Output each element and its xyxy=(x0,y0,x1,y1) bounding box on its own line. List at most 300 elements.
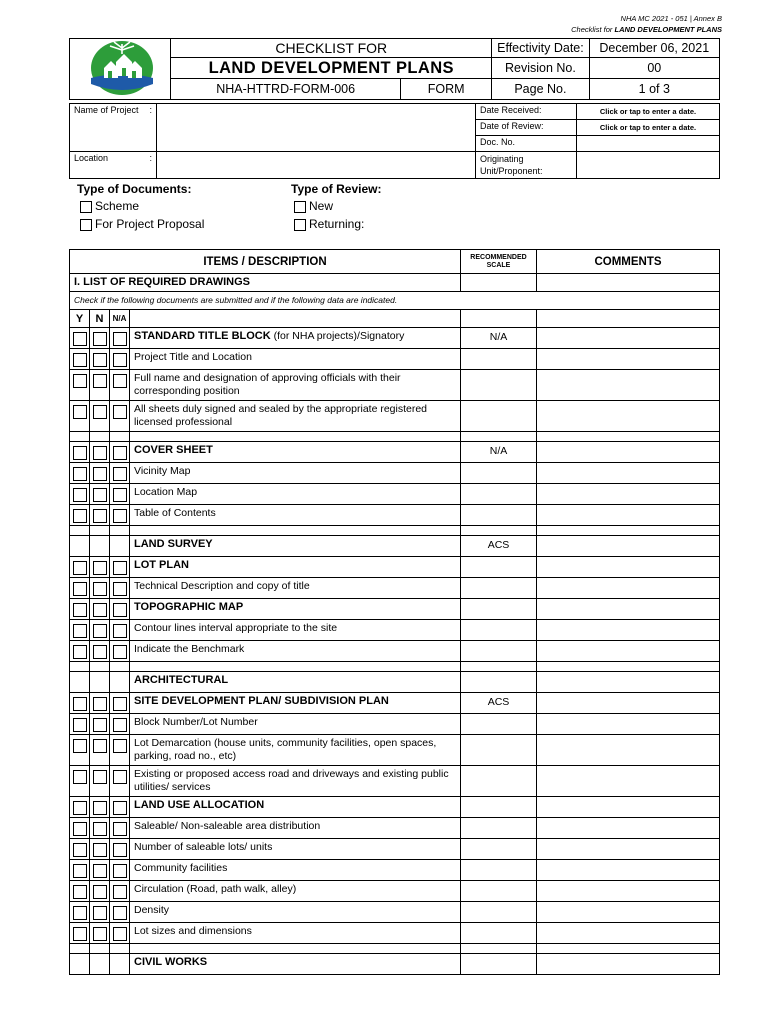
check-y-cell xyxy=(70,714,90,735)
review-option-returning[interactable]: Returning: xyxy=(294,217,364,231)
check-n-cell xyxy=(90,735,110,766)
comments-field[interactable] xyxy=(537,599,720,620)
checkbox-y[interactable] xyxy=(73,906,87,920)
item-text: Block Number/Lot Number xyxy=(134,716,258,728)
page-label: Page No. xyxy=(492,79,589,100)
checkbox-n[interactable] xyxy=(93,864,107,878)
checkbox-y[interactable] xyxy=(73,927,87,941)
form-label: FORM xyxy=(401,79,492,100)
checkbox-n[interactable] xyxy=(93,885,107,899)
check-y-cell xyxy=(70,370,90,401)
empty-cell xyxy=(461,432,537,442)
checkbox-n[interactable] xyxy=(93,906,107,920)
checklist-row xyxy=(70,620,720,641)
empty-cell xyxy=(461,662,537,672)
comments-field[interactable] xyxy=(537,442,720,463)
item-description xyxy=(130,954,461,975)
check-na-cell xyxy=(110,505,130,526)
comments-field[interactable] xyxy=(537,370,720,401)
check-na-cell xyxy=(110,557,130,578)
checklist-row xyxy=(70,578,720,599)
check-y-cell xyxy=(70,923,90,944)
checkbox-y[interactable] xyxy=(73,697,87,711)
checklist-row xyxy=(70,923,720,944)
checkbox-na[interactable] xyxy=(113,843,127,857)
checklist-row xyxy=(70,818,720,839)
checklist-row xyxy=(70,401,720,432)
check-y-cell xyxy=(70,557,90,578)
review-option-new[interactable]: New xyxy=(294,199,333,213)
name-of-project-label: Name of Project : xyxy=(70,104,157,152)
check-na-cell xyxy=(110,954,130,975)
recommended-scale xyxy=(461,557,537,578)
check-y-cell xyxy=(70,641,90,662)
check-y-cell xyxy=(70,672,90,693)
checkbox-y[interactable] xyxy=(73,801,87,815)
checklist-row xyxy=(70,797,720,818)
checkbox-n[interactable] xyxy=(93,801,107,815)
checklist-row xyxy=(70,641,720,662)
doc-no-label: Doc. No. xyxy=(476,136,577,152)
item-text: (for NHA projects)/Signatory xyxy=(270,330,405,342)
item-description xyxy=(130,839,461,860)
annex-line-1: NHA MC 2021 - 051 | Annex B xyxy=(620,14,722,23)
checkbox-y[interactable] xyxy=(73,739,87,753)
checkbox-na[interactable] xyxy=(113,927,127,941)
empty-cell xyxy=(537,526,720,536)
spacer-row xyxy=(70,526,720,536)
comments-field[interactable] xyxy=(537,641,720,662)
check-y-cell xyxy=(70,954,90,975)
checkbox-n[interactable] xyxy=(93,332,107,346)
col-comments-header: COMMENTS xyxy=(537,250,720,274)
comments-field[interactable] xyxy=(537,839,720,860)
item-text: Contour lines interval appropriate to the site xyxy=(134,622,338,634)
date-of-review-label: Date of Review: xyxy=(476,120,577,136)
checklist-row xyxy=(70,442,720,463)
check-n-cell xyxy=(90,536,110,557)
checkbox-n[interactable] xyxy=(93,374,107,388)
comments-field[interactable] xyxy=(537,923,720,944)
checkbox-n[interactable] xyxy=(93,405,107,419)
item-text: Density xyxy=(134,904,170,916)
checkbox-n[interactable] xyxy=(93,624,107,638)
title-line-1: CHECKLIST FOR xyxy=(171,39,492,58)
check-n-cell xyxy=(90,923,110,944)
checkbox-y[interactable] xyxy=(73,561,87,575)
check-na-cell xyxy=(110,349,130,370)
checkbox-na[interactable] xyxy=(113,405,127,419)
item-description xyxy=(130,557,461,578)
col-n-header: N xyxy=(90,310,110,328)
checklist-row xyxy=(70,954,720,975)
check-y-cell xyxy=(70,902,90,923)
comments-field[interactable] xyxy=(537,735,720,766)
checkbox-na[interactable] xyxy=(113,467,127,481)
col-na-header: N/A xyxy=(110,310,130,328)
check-na-cell xyxy=(110,442,130,463)
checkbox-n[interactable] xyxy=(93,739,107,753)
check-na-cell xyxy=(110,370,130,401)
checklist-table xyxy=(69,249,720,975)
comments-field[interactable] xyxy=(537,693,720,714)
item-description xyxy=(130,442,461,463)
comments-field[interactable] xyxy=(537,328,720,349)
empty-cell xyxy=(130,310,461,328)
checkbox-na[interactable] xyxy=(113,697,127,711)
recommended-scale xyxy=(461,714,537,735)
comments-field[interactable] xyxy=(537,818,720,839)
checkbox-na[interactable] xyxy=(113,801,127,815)
checkbox-y[interactable] xyxy=(73,405,87,419)
checklist-row xyxy=(70,463,720,484)
item-text: Project Title and Location xyxy=(134,351,252,363)
checkbox-n[interactable] xyxy=(93,488,107,502)
check-na-cell xyxy=(110,839,130,860)
checkbox-na[interactable] xyxy=(113,446,127,460)
checkbox-y[interactable] xyxy=(73,509,87,523)
item-description xyxy=(130,370,461,401)
checkbox[interactable] xyxy=(294,219,306,231)
item-text: All sheets duly signed and sealed by the appropriate registered licensed professional xyxy=(134,403,428,428)
effectivity-label: Effectivity Date: xyxy=(492,39,589,58)
recommended-scale: ACS xyxy=(461,536,537,557)
checklist-row xyxy=(70,557,720,578)
check-y-cell xyxy=(70,536,90,557)
check-y-cell xyxy=(70,349,90,370)
item-description xyxy=(130,484,461,505)
spacer-row xyxy=(70,662,720,672)
item-text: Technical Description and copy of title xyxy=(134,580,310,592)
checkbox-na[interactable] xyxy=(113,718,127,732)
originating-label: Originating Unit/Proponent: xyxy=(476,152,577,179)
instruction-note: Check if the following documents are submitted and if the following data are indicated. xyxy=(70,292,720,310)
checkbox-y[interactable] xyxy=(73,353,87,367)
check-n-cell xyxy=(90,620,110,641)
comments-field[interactable] xyxy=(537,578,720,599)
comments-field[interactable] xyxy=(537,401,720,432)
checkbox-y[interactable] xyxy=(73,603,87,617)
check-y-cell xyxy=(70,599,90,620)
checklist-row xyxy=(70,505,720,526)
check-na-cell xyxy=(110,902,130,923)
checkbox-na[interactable] xyxy=(113,624,127,638)
empty-cell xyxy=(537,274,720,292)
checkbox-na[interactable] xyxy=(113,582,127,596)
checkbox-n[interactable] xyxy=(93,770,107,784)
check-na-cell xyxy=(110,578,130,599)
type-of-review-label: Type of Review: xyxy=(291,182,382,196)
check-y-cell xyxy=(70,881,90,902)
checkbox-na[interactable] xyxy=(113,332,127,346)
checkbox-na[interactable] xyxy=(113,906,127,920)
empty-cell xyxy=(90,662,110,672)
comments-field[interactable] xyxy=(537,505,720,526)
comments-field[interactable] xyxy=(537,797,720,818)
comments-field[interactable] xyxy=(537,714,720,735)
item-heading: TOPOGRAPHIC MAP xyxy=(134,601,244,613)
checklist-row xyxy=(70,693,720,714)
name-of-project-field[interactable] xyxy=(157,104,476,152)
item-description xyxy=(130,735,461,766)
item-text: Full name and designation of approving officials with their corresponding position xyxy=(134,372,401,397)
check-y-cell xyxy=(70,735,90,766)
check-n-cell xyxy=(90,672,110,693)
empty-cell xyxy=(110,526,130,536)
checkbox-n[interactable] xyxy=(93,603,107,617)
checklist-row xyxy=(70,599,720,620)
location-label: Location : xyxy=(70,152,157,179)
item-description xyxy=(130,463,461,484)
comments-field[interactable] xyxy=(537,672,720,693)
item-description xyxy=(130,536,461,557)
item-text: Existing or proposed access road and driveways and existing public utilities/ services xyxy=(134,768,449,793)
empty-cell xyxy=(537,432,720,442)
item-text: Circulation (Road, path walk, alley) xyxy=(134,883,297,895)
item-description xyxy=(130,818,461,839)
checkbox-y[interactable] xyxy=(73,822,87,836)
comments-field[interactable] xyxy=(537,954,720,975)
checklist-row xyxy=(70,714,720,735)
empty-cell xyxy=(70,432,90,442)
check-na-cell xyxy=(110,536,130,557)
recommended-scale xyxy=(461,599,537,620)
checkbox-na[interactable] xyxy=(113,739,127,753)
checklist-row xyxy=(70,860,720,881)
comments-field[interactable] xyxy=(537,620,720,641)
checklist-row xyxy=(70,902,720,923)
checkbox-y[interactable] xyxy=(73,488,87,502)
item-text: Number of saleable lots/ units xyxy=(134,841,273,853)
recommended-scale xyxy=(461,620,537,641)
spacer-row xyxy=(70,944,720,954)
checklist-row xyxy=(70,484,720,505)
title-line-2: LAND DEVELOPMENT PLANS xyxy=(171,58,492,79)
checkbox-y[interactable] xyxy=(73,885,87,899)
check-n-cell xyxy=(90,766,110,797)
empty-cell xyxy=(461,274,537,292)
empty-cell xyxy=(461,526,537,536)
check-y-cell xyxy=(70,839,90,860)
checkbox-y[interactable] xyxy=(73,467,87,481)
checkbox-n[interactable] xyxy=(93,467,107,481)
annex-line-2: Checklist for LAND DEVELOPMENT PLANS xyxy=(571,25,722,34)
checkbox-na[interactable] xyxy=(113,885,127,899)
recommended-scale xyxy=(461,505,537,526)
date-of-review-field[interactable]: Click or tap to enter a date. xyxy=(577,120,720,136)
item-description xyxy=(130,328,461,349)
check-n-cell xyxy=(90,714,110,735)
checkbox-na[interactable] xyxy=(113,645,127,659)
checkbox-n[interactable] xyxy=(93,353,107,367)
checkbox-n[interactable] xyxy=(93,843,107,857)
date-received-field[interactable]: Click or tap to enter a date. xyxy=(577,104,720,120)
recommended-scale xyxy=(461,370,537,401)
checklist-row xyxy=(70,370,720,401)
checkbox-y[interactable] xyxy=(73,374,87,388)
recommended-scale: N/A xyxy=(461,328,537,349)
item-text: Lot sizes and dimensions xyxy=(134,925,252,937)
checklist-row xyxy=(70,735,720,766)
checklist-row xyxy=(70,881,720,902)
check-y-cell xyxy=(70,693,90,714)
checkbox-na[interactable] xyxy=(113,509,127,523)
form-header xyxy=(69,38,720,100)
comments-field[interactable] xyxy=(537,463,720,484)
check-n-cell xyxy=(90,349,110,370)
comments-field[interactable] xyxy=(537,484,720,505)
checkbox-na[interactable] xyxy=(113,770,127,784)
check-n-cell xyxy=(90,599,110,620)
recommended-scale xyxy=(461,672,537,693)
checkbox-n[interactable] xyxy=(93,582,107,596)
empty-cell xyxy=(110,662,130,672)
recommended-scale xyxy=(461,902,537,923)
item-description xyxy=(130,923,461,944)
empty-cell xyxy=(537,310,720,328)
doc-option-project-proposal[interactable]: For Project Proposal xyxy=(80,217,204,231)
effectivity-value: December 06, 2021 xyxy=(589,39,719,58)
recommended-scale xyxy=(461,401,537,432)
checkbox-na[interactable] xyxy=(113,561,127,575)
empty-cell xyxy=(110,432,130,442)
comments-field[interactable] xyxy=(537,766,720,797)
checkbox-n[interactable] xyxy=(93,645,107,659)
recommended-scale xyxy=(461,766,537,797)
item-heading: CIVIL WORKS xyxy=(134,956,208,968)
doc-no-field[interactable] xyxy=(577,136,720,152)
check-y-cell xyxy=(70,797,90,818)
doc-option-scheme[interactable]: Scheme xyxy=(80,199,139,213)
recommended-scale xyxy=(461,578,537,599)
checkbox-n[interactable] xyxy=(93,927,107,941)
checklist-row xyxy=(70,672,720,693)
checkbox-n[interactable] xyxy=(93,697,107,711)
checkbox-y[interactable] xyxy=(73,624,87,638)
checkbox-y[interactable] xyxy=(73,446,87,460)
check-n-cell xyxy=(90,902,110,923)
empty-cell xyxy=(70,526,90,536)
checkbox-y[interactable] xyxy=(73,332,87,346)
comments-field[interactable] xyxy=(537,557,720,578)
checklist-row xyxy=(70,328,720,349)
check-na-cell xyxy=(110,818,130,839)
checkbox[interactable] xyxy=(80,219,92,231)
recommended-scale xyxy=(461,839,537,860)
empty-cell xyxy=(90,944,110,954)
check-y-cell xyxy=(70,860,90,881)
empty-cell xyxy=(537,944,720,954)
checkbox-n[interactable] xyxy=(93,509,107,523)
checkbox-n[interactable] xyxy=(93,718,107,732)
location-field[interactable] xyxy=(157,152,476,179)
originating-field[interactable] xyxy=(577,152,720,179)
checkbox-n[interactable] xyxy=(93,446,107,460)
revision-label: Revision No. xyxy=(492,58,589,79)
comments-field[interactable] xyxy=(537,860,720,881)
comments-field[interactable] xyxy=(537,902,720,923)
section-required-drawings: I. LIST OF REQUIRED DRAWINGS xyxy=(70,274,461,292)
check-na-cell xyxy=(110,401,130,432)
revision-value: 00 xyxy=(589,58,719,79)
recommended-scale: ACS xyxy=(461,693,537,714)
empty-cell xyxy=(537,662,720,672)
item-description xyxy=(130,902,461,923)
check-n-cell xyxy=(90,641,110,662)
empty-cell xyxy=(90,432,110,442)
comments-field[interactable] xyxy=(537,536,720,557)
check-n-cell xyxy=(90,505,110,526)
item-description xyxy=(130,797,461,818)
check-na-cell xyxy=(110,641,130,662)
item-description xyxy=(130,881,461,902)
checkbox-y[interactable] xyxy=(73,645,87,659)
check-na-cell xyxy=(110,328,130,349)
empty-cell xyxy=(130,526,461,536)
item-text: Location Map xyxy=(134,486,198,498)
recommended-scale: N/A xyxy=(461,442,537,463)
checkbox-na[interactable] xyxy=(113,822,127,836)
check-y-cell xyxy=(70,620,90,641)
item-description xyxy=(130,349,461,370)
col-scale-header: RECOMMENDED SCALE xyxy=(461,250,537,274)
checkbox-na[interactable] xyxy=(113,603,127,617)
recommended-scale xyxy=(461,818,537,839)
project-info-table xyxy=(69,103,720,179)
col-items-header: ITEMS / DESCRIPTION xyxy=(70,250,461,274)
checkbox-na[interactable] xyxy=(113,488,127,502)
recommended-scale xyxy=(461,923,537,944)
check-na-cell xyxy=(110,484,130,505)
checkbox-y[interactable] xyxy=(73,770,87,784)
checkbox-y[interactable] xyxy=(73,582,87,596)
checkbox-y[interactable] xyxy=(73,718,87,732)
date-received-label: Date Received: xyxy=(476,104,577,120)
checkbox-na[interactable] xyxy=(113,374,127,388)
checkbox-y[interactable] xyxy=(73,864,87,878)
check-y-cell xyxy=(70,442,90,463)
checkbox[interactable] xyxy=(294,201,306,213)
item-text: Saleable/ Non-saleable area distribution xyxy=(134,820,321,832)
checkbox-na[interactable] xyxy=(113,864,127,878)
empty-cell xyxy=(461,310,537,328)
item-description xyxy=(130,672,461,693)
check-n-cell xyxy=(90,401,110,432)
check-na-cell xyxy=(110,620,130,641)
checkbox-n[interactable] xyxy=(93,822,107,836)
check-na-cell xyxy=(110,797,130,818)
item-heading: COVER SHEET xyxy=(134,444,213,456)
comments-field[interactable] xyxy=(537,881,720,902)
item-description xyxy=(130,578,461,599)
checkbox[interactable] xyxy=(80,201,92,213)
check-n-cell xyxy=(90,818,110,839)
checkbox-na[interactable] xyxy=(113,353,127,367)
empty-cell xyxy=(461,944,537,954)
check-y-cell xyxy=(70,578,90,599)
checkbox-n[interactable] xyxy=(93,561,107,575)
empty-cell xyxy=(110,944,130,954)
check-na-cell xyxy=(110,693,130,714)
check-na-cell xyxy=(110,860,130,881)
checkbox-y[interactable] xyxy=(73,843,87,857)
item-heading: LAND SURVEY xyxy=(134,538,213,550)
empty-cell xyxy=(130,944,461,954)
type-of-documents-label: Type of Documents: xyxy=(77,182,192,196)
recommended-scale xyxy=(461,641,537,662)
comments-field[interactable] xyxy=(537,349,720,370)
checklist-row xyxy=(70,839,720,860)
